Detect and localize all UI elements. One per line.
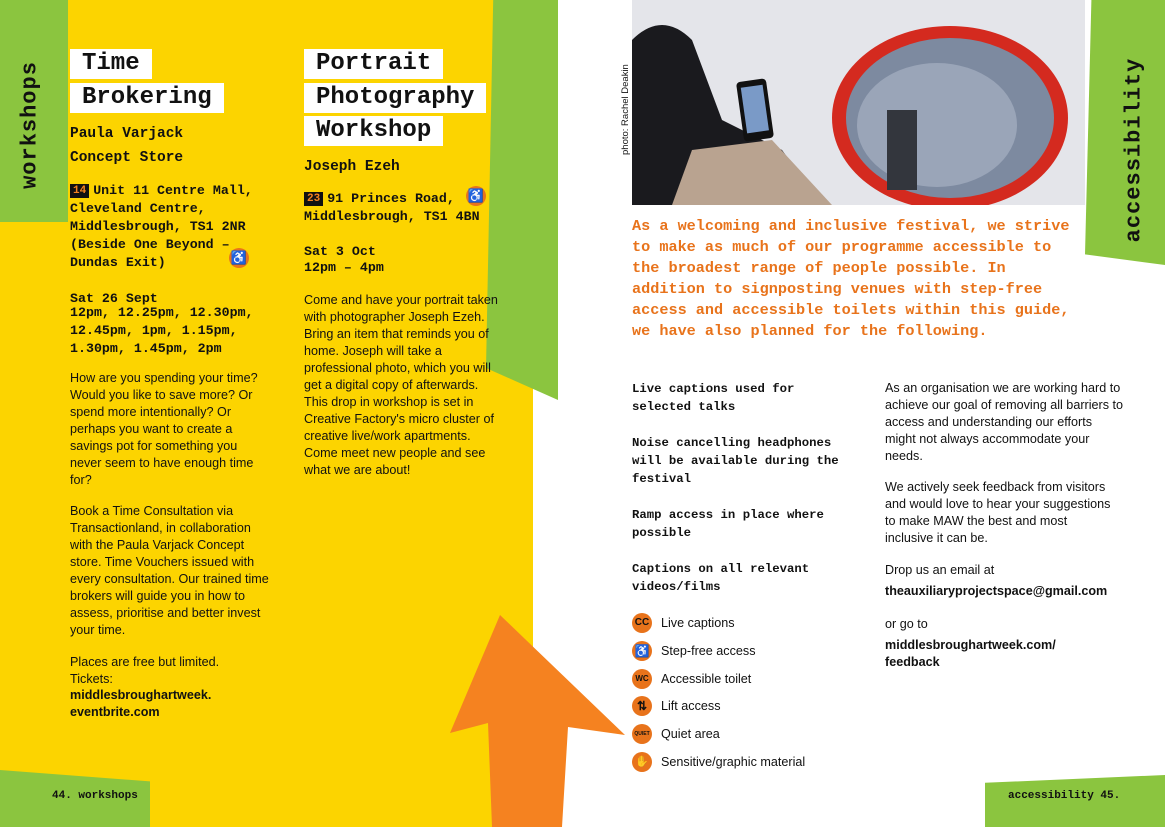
- legend-live-captions: CC Live captions: [632, 612, 735, 634]
- event1-description-1: How are you spending your time? Would you like to save more? Or spend more intentionally? Or perhaps you want to create a savings pot for something you never seem to have enough time for?: [70, 371, 258, 487]
- event2-time: 12pm – 4pm: [304, 260, 384, 275]
- legend-accessible-toilet: WC Accessible toilet: [632, 668, 751, 690]
- provision-item: Ramp access in place where possible: [632, 508, 824, 540]
- or-go-to: or go to: [885, 617, 928, 631]
- lift-icon: ⇅: [632, 696, 652, 716]
- side-tab-accessibility: accessibility: [1121, 57, 1147, 243]
- event1-times: 12pm, 12.25pm, 12.30pm, 12.45pm, 1pm, 1.15pm, 1.30pm, 1.45pm, 2pm: [70, 305, 254, 356]
- quiet-area-icon: QUIET: [632, 724, 652, 744]
- legend-lift: ⇅ Lift access: [632, 695, 721, 717]
- accessibility-para1: As an organisation we are working hard to achieve our goal of removing all barriers to access and understanding our efforts might not always accommodate your needs.: [885, 381, 1124, 463]
- provisions-list: [632, 380, 857, 614]
- event2-title-line2: Photography: [304, 83, 486, 113]
- event-photo: [632, 0, 1085, 205]
- provision-item: Live captions used for selected talks: [632, 382, 795, 414]
- wheelchair-icon: ♿: [229, 248, 249, 268]
- event1-tickets-link[interactable]: middlesbroughartweek. eventbrite.com: [70, 688, 212, 719]
- footer-right: accessibility 45.: [1008, 790, 1121, 802]
- legend-quiet-area: QUIET Quiet area: [632, 723, 720, 745]
- orange-arrow-graphic: [450, 615, 625, 827]
- event1-title-line2: Brokering: [70, 83, 224, 113]
- wheelchair-icon: ♿: [466, 186, 486, 206]
- photo-credit: photo: Rachel Deakin: [620, 64, 631, 155]
- venue-number-badge: 14: [70, 184, 89, 198]
- provision-item: Captions on all relevant videos/films: [632, 562, 810, 594]
- step-free-icon: ♿: [632, 641, 652, 661]
- event2-address: 23 91 Princes Road, Middlesbrough, TS1 4BN: [304, 191, 480, 224]
- email-intro: Drop us an email at: [885, 563, 995, 577]
- event2-date: Sat 3 Oct: [304, 244, 376, 259]
- accessible-toilet-icon: WC: [632, 669, 652, 689]
- live-captions-icon: CC: [632, 613, 652, 633]
- event2-title-line3: Workshop: [304, 116, 443, 146]
- event1-date: Sat 26 Sept: [70, 291, 158, 306]
- legend-step-free: ♿ Step-free access: [632, 640, 756, 662]
- event2-host: Joseph Ezeh: [304, 159, 400, 175]
- event2-description: Come and have your portrait taken with photographer Joseph Ezeh. Bring an item that reminds you of home. Joseph will take a professional photo, which you will get a digital copy of afterwards. This drop in workshop is set in Creative Factory's micro cluster of creative live/work apartments. Come meet new people and see what we are about!: [304, 293, 498, 477]
- footer-left: 44. workshops: [52, 790, 138, 802]
- event1-address: 14 Unit 11 Centre Mall, Cleveland Centre, Middlesbrough, TS1 2NR (Beside One Beyond – Dundas Exit): [70, 183, 253, 270]
- accessibility-para2: We actively seek feedback from visitors and would love to hear your suggestions to make MAW the best and most inclusive it can be.: [885, 480, 1111, 545]
- event1-title-line1: Time: [70, 49, 152, 79]
- legend-sensitive-material: ✋ Sensitive/graphic material: [632, 751, 805, 773]
- provision-item: Noise cancelling headphones will be available during the festival: [632, 436, 839, 486]
- sensitive-material-icon: ✋: [632, 752, 652, 772]
- event1-description-2: Book a Time Consultation via Transactionland, in collaboration with the Paula Varjack Concept store. Time Vouchers issued with every consultation. Our trained time brokers will guide you in how to assess, prioritise and better invest your time.: [70, 504, 269, 637]
- side-tab-workshops: workshops: [17, 61, 43, 189]
- event1-host: Paula Varjack Concept Store: [70, 126, 184, 166]
- venue-number-badge: 23: [304, 192, 323, 206]
- event1-tickets-text: Places are free but limited. Tickets:: [70, 655, 220, 686]
- accessibility-intro: As a welcoming and inclusive festival, we strive to make as much of our programme accessible to the broadest range of people possible. In addition to signposting venues with step-free access and accessible toilets within this guide, we have also planned for the following.: [632, 217, 1070, 340]
- email-link[interactable]: theauxiliaryprojectspace@gmail.com: [885, 584, 1108, 598]
- feedback-link[interactable]: middlesbroughartweek.com/ feedback: [885, 638, 1056, 669]
- event2-title-line1: Portrait: [304, 49, 443, 79]
